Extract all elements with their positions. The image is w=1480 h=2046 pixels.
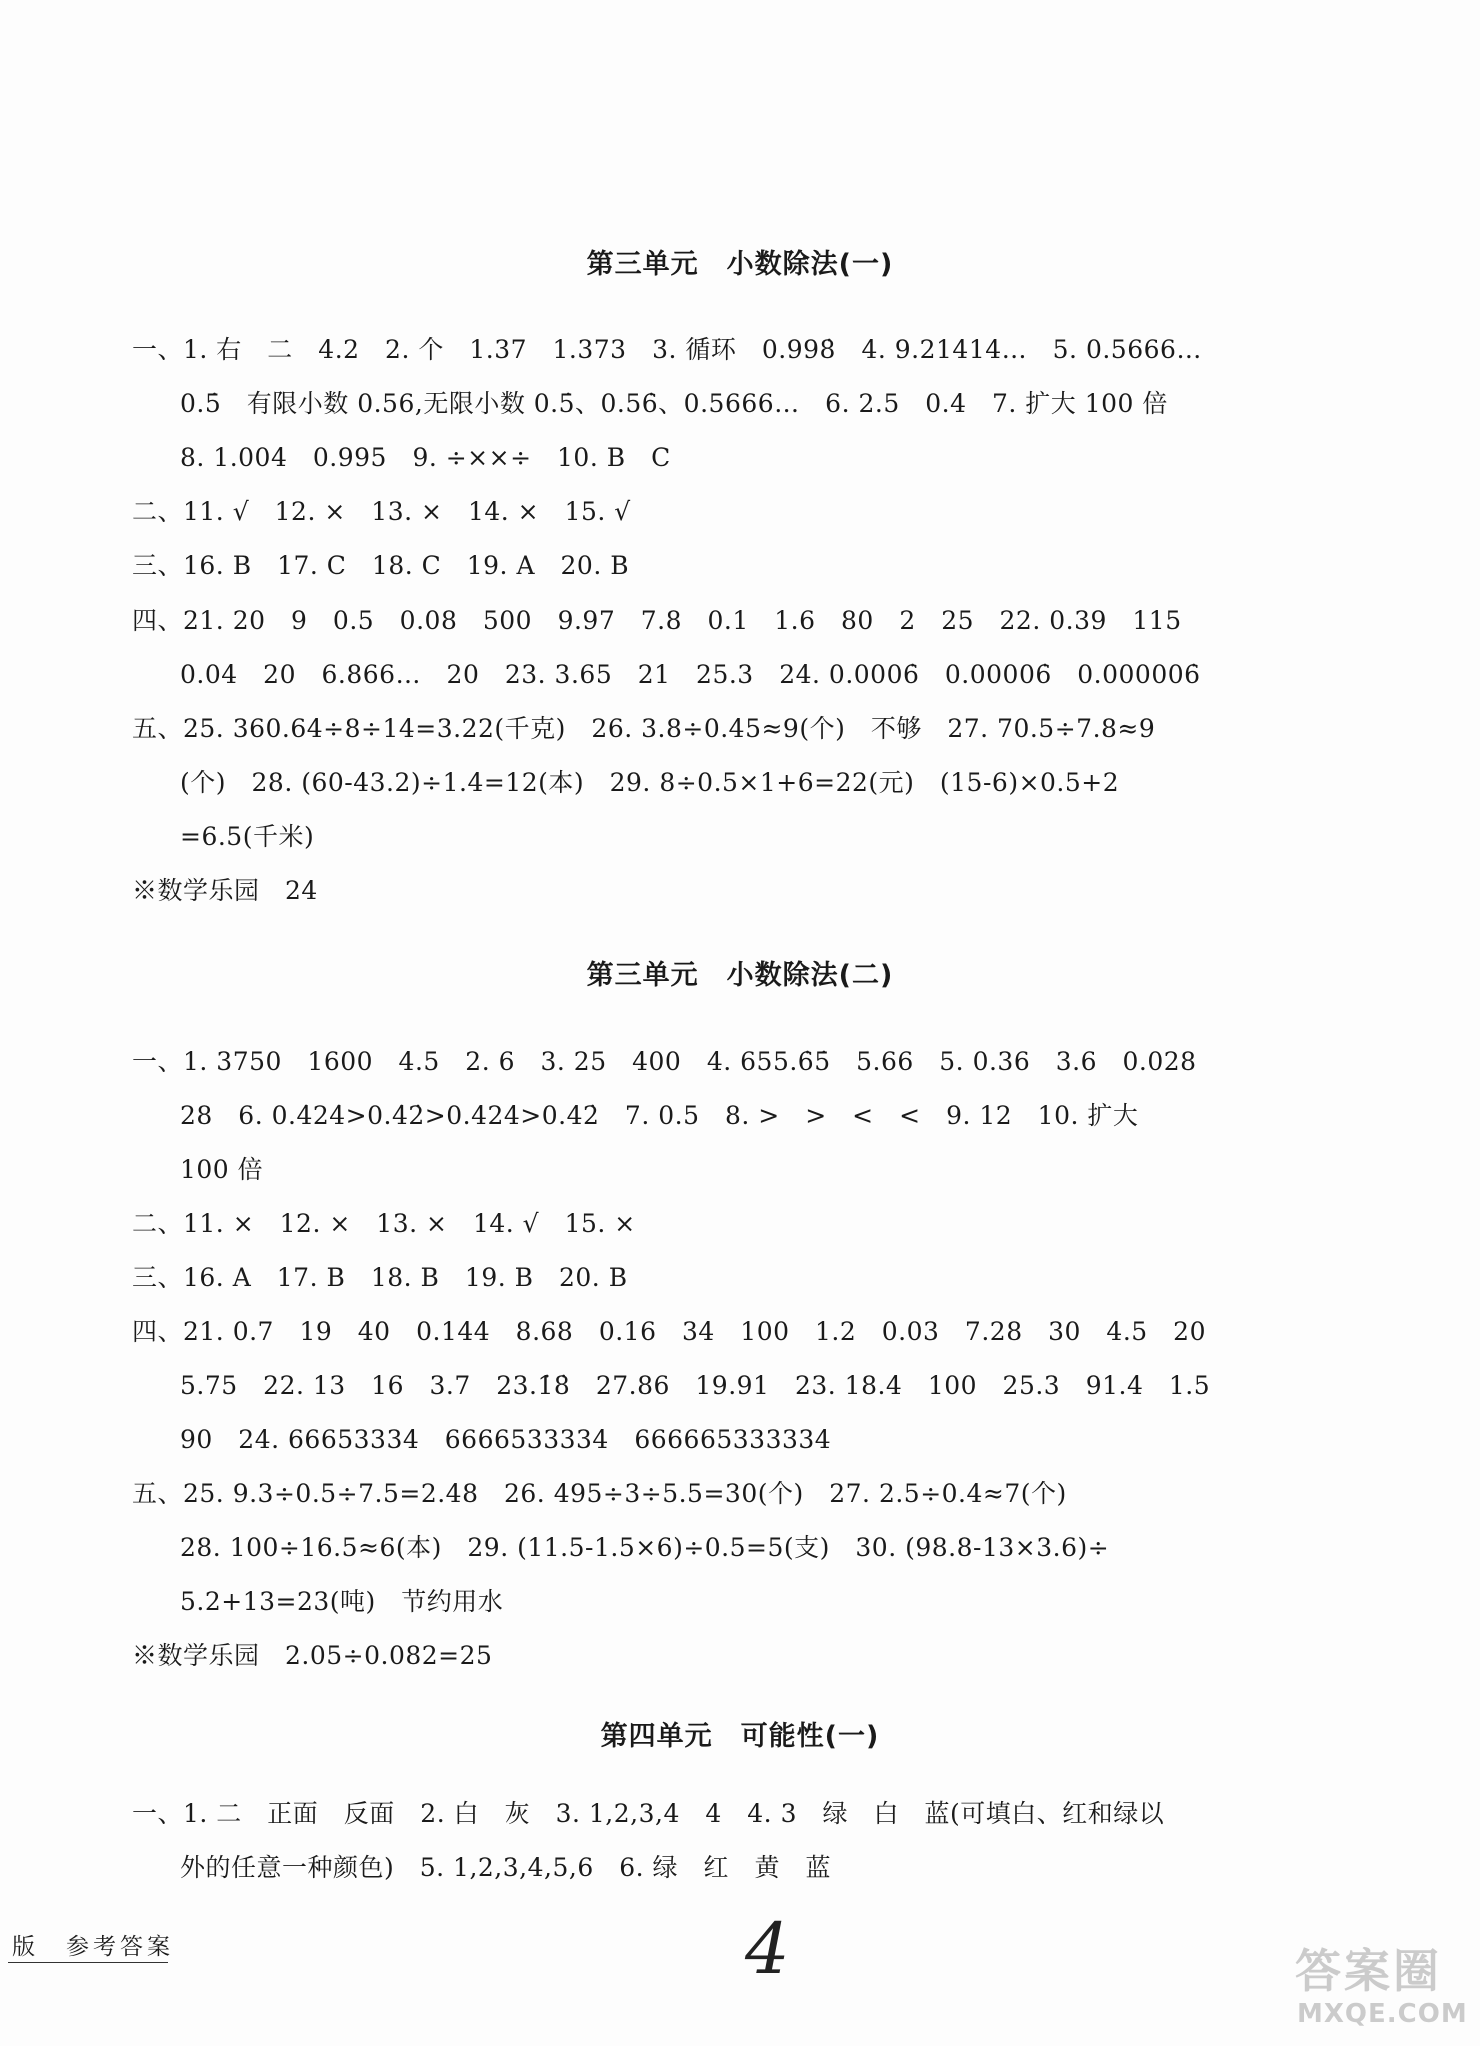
watermark-text: 答案圈 <box>1295 1944 1442 1998</box>
answer-line: 5.2+13=23(吨) 节约用水 <box>180 1587 504 1616</box>
answer-line: 外的任意一种颜色) 5. 1,2,3,4,5,6 6. 绿 红 黄 蓝 <box>180 1853 832 1882</box>
answer-line: 四、21. 0.7 19 40 0.144 8.68 0.16 34 100 1.2 0.03 7.28 30 4.5 20 <box>132 1317 1206 1346</box>
section-title-unit3-part1: 第三单元 小数除法(一) <box>586 249 894 280</box>
answer-line: 8. 1.004 0.995 9. ÷××÷ 10. B C <box>180 443 671 472</box>
section-title-unit3-part2: 第三单元 小数除法(二) <box>586 960 894 991</box>
answer-line: =6.5(千米) <box>180 822 315 851</box>
math-garden-line: ※数学乐园 2.05÷0.082=25 <box>132 1641 493 1670</box>
answer-line: 0.04 20 6.866… 20 23. 3.65 21 25.3 24. 0.0006̇ 0.00006̇ 0.000006̇ <box>180 660 1201 689</box>
answer-line: 三、16. B 17. C 18. C 19. A 20. B <box>132 551 630 580</box>
answer-line: 0.5̇ 有限小数 0.56,无限小数 0.5̇、0.56̇、0.5666… 6. 2.5 0.4 7. 扩大 100 倍 <box>180 389 1168 418</box>
answer-line: 四、21. 20 9 0.5 0.08 500 9.97 7.8 0.1 1.6 80 2 25 22. 0.39 115 <box>132 606 1182 635</box>
answer-line: 三、16. A 17. B 18. B 19. B 20. B <box>132 1263 628 1292</box>
answer-line: 100 倍 <box>180 1155 264 1184</box>
answer-line: 五、25. 360.64÷8÷14=3.22(千克) 26. 3.8÷0.45≈9(个) 不够 27. 70.5÷7.8≈9 <box>132 714 1156 743</box>
answer-line: 28 6. 0.4̇24̇>0.4̇2̇>0.424>0.42̇ 7. 0.5 8. > > < < 9. 12 10. 扩大 <box>180 1101 1139 1130</box>
answer-line: 5.75 22. 13 16 3.7 23.1̇8̇ 27.86 19.91 23. 18.4 100 25.3 91.4 1.5 <box>180 1371 1211 1400</box>
footer-divider <box>8 1962 168 1963</box>
watermark-url: MXQE.COM <box>1297 1999 1468 2029</box>
answer-line: (个) 28. (60-43.2)÷1.4=12(本) 29. 8÷0.5×1+6=22(元) (15-6)×0.5+2 <box>180 768 1120 797</box>
answer-line: 五、25. 9.3÷0.5÷7.5=2.48 26. 495÷3÷5.5=30(个) 27. 2.5÷0.4≈7(个) <box>132 1479 1067 1508</box>
answer-line: 二、11. × 12. × 13. × 14. √ 15. × <box>132 1209 636 1238</box>
answer-line: 90 24. 66653334 6666533334 666665333334 <box>180 1425 832 1454</box>
math-garden-line: ※数学乐园 24 <box>132 876 318 905</box>
answer-line: 一、1. 3750 1600 4.5 2. 6 3. 25 400 4. 655.6̇5̇ 5.66 5. 0.36 3.6 0.028 <box>132 1047 1197 1076</box>
page-number: 4 <box>745 1908 790 1990</box>
answer-line: 二、11. √ 12. × 13. × 14. × 15. √ <box>132 497 631 526</box>
watermark-logo <box>1285 1935 1475 2040</box>
section-title-unit4-part1: 第四单元 可能性(一) <box>600 1721 880 1752</box>
answer-line: 28. 100÷16.5≈6(本) 29. (11.5-1.5×6)÷0.5=5(支) 30. (98.8-13×3.6)÷ <box>180 1533 1110 1562</box>
answer-line: 一、1. 二 正面 反面 2. 白 灰 3. 1,2,3,4 4 4. 3 绿 白 蓝(可填白、红和绿以 <box>132 1799 1165 1828</box>
footer-label: 版 参考答案 <box>12 1934 174 1960</box>
answer-line: 一、1. 右 二 4.2 2. 个 1.37 1.373 3. 循环 0.998̇ 4. 9.21414… 5. 0.5666… <box>132 335 1202 364</box>
